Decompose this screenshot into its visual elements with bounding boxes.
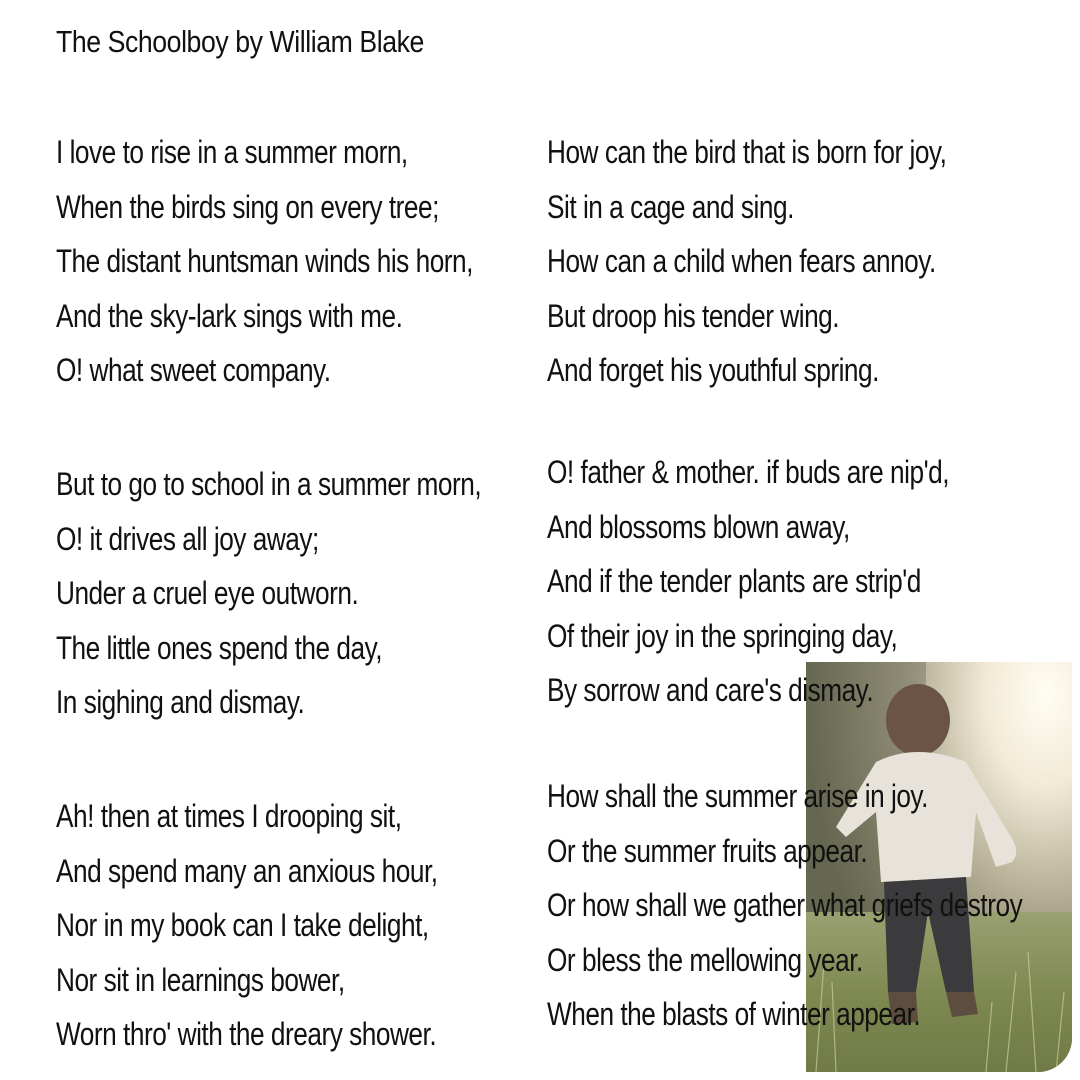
poem-line: Of their joy in the springing day,	[547, 617, 898, 654]
poem-line: How can the bird that is born for joy,	[547, 134, 947, 170]
poem-line: Ah! then at times I drooping sit,	[56, 798, 402, 834]
poem-line: And forget his youthful spring.	[547, 352, 879, 388]
poem-line: In sighing and dismay.	[56, 684, 305, 720]
poem-line: And spend many an anxious hour,	[56, 852, 438, 889]
poem-line: By sorrow and care's dismay.	[547, 672, 874, 708]
poem-line: And blossoms blown away,	[547, 508, 850, 545]
poem-line: How shall the summer arise in joy.	[547, 778, 928, 814]
poem-line: But to go to school in a summer morn,	[56, 466, 482, 502]
poem-line: Nor in my book can I take delight,	[56, 907, 429, 943]
poem-line: O! it drives all joy away;	[56, 520, 319, 557]
poem-line: When the blasts of winter appear.	[547, 996, 921, 1032]
poem-line: O! father & mother. if buds are nip'd,	[547, 454, 950, 490]
poem-line: When the birds sing on every tree;	[56, 188, 439, 225]
poem-line: Or how shall we gather what griefs destroy	[547, 887, 1023, 923]
poem-line: How can a child when fears annoy.	[547, 243, 936, 279]
poem-line: Worn thro' with the dreary shower.	[56, 1016, 437, 1052]
poem-title: The Schoolboy by William Blake	[56, 24, 424, 59]
poem-line: And the sky-lark sings with me.	[56, 297, 403, 334]
poem-line: Nor sit in learnings bower,	[56, 961, 345, 998]
poem-line: Or bless the mellowing year.	[547, 941, 863, 978]
poem-line: Sit in a cage and sing.	[547, 188, 794, 225]
poem-line: I love to rise in a summer morn,	[56, 134, 408, 170]
poem-line: Or the summer fruits appear.	[547, 832, 868, 869]
poem-line: And if the tender plants are strip'd	[547, 563, 921, 599]
poem-line: The little ones spend the day,	[56, 629, 383, 666]
poem-line: But droop his tender wing.	[547, 297, 840, 334]
poem-line: O! what sweet company.	[56, 352, 331, 388]
poem-line: Under a cruel eye outworn.	[56, 575, 359, 611]
poem-line: The distant huntsman winds his horn,	[56, 243, 473, 279]
